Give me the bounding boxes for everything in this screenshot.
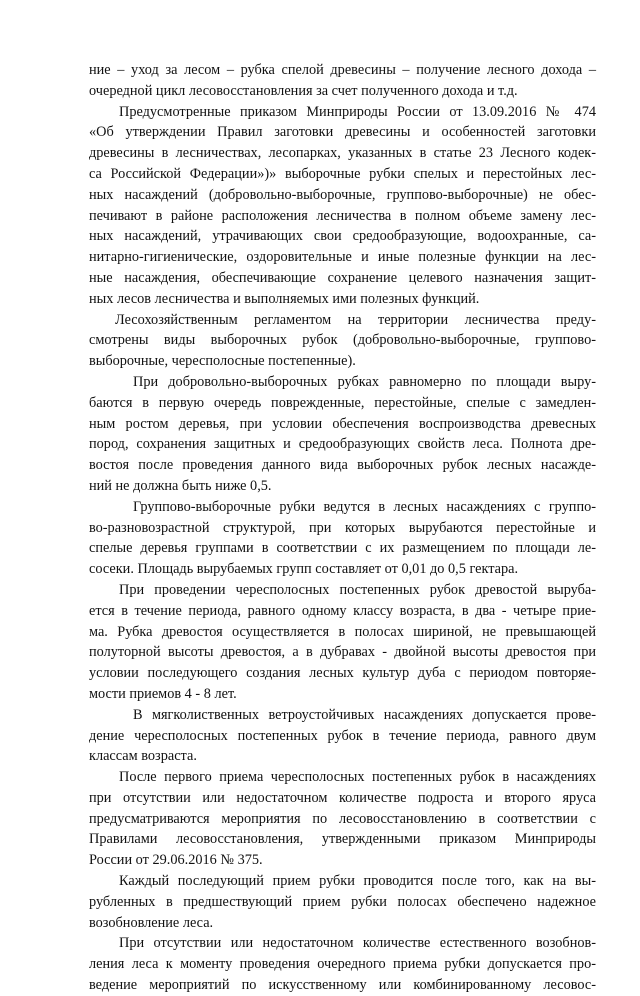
text-line: Группово-выборочные рубки ведутся в лесных насаждениях с группо- [133,498,596,515]
text-line: ных насаждений (добровольно-выборочные, группово-выборочные) не обес- [89,186,596,203]
paragraph [89,767,596,871]
text-line: ным ростом деревья, при условии обеспечения воспроизводства древесных [89,415,596,432]
text-line: са Российской Федерации»)» выборочные рубки спелых и перестойных лес- [89,165,596,182]
text-line: России от 29.06.2016 № 375. [89,852,263,869]
text-line: Предусмотренные приказом Минприроды России от 13.09.2016 № 474 [119,103,596,120]
text-line: пород, сохранения защитных и средообразующих свойств леса. Полнота дре- [89,436,596,453]
paragraph [89,705,596,767]
text-line: «Об утверждении Правил заготовки древесины и особенностей заготовки [89,124,596,141]
text-line: ма. Рубка древостоя осуществляется в полосах шириной, не превышающей [89,623,596,640]
text-line: ний не должна быть ниже 0,5. [89,477,272,494]
text-line: При проведении чересполосных постепенных рубок древостой выруба- [119,581,596,598]
text-line: рубленных в предшествующий прием рубки полосах обеспечено надежное [89,893,596,910]
text-line: ные насаждения, обеспечивающие сохранение целевого назначения защит- [89,269,596,286]
text-line: ведение мероприятий по искусственному или комбинированному лесовос- [89,977,596,994]
text-line: классам возраста. [89,748,197,765]
text-line: нитарно-гигиенические, оздоровительные и иные полезные функции на лес- [89,249,596,266]
text-line: Каждый последующий прием рубки проводится после того, как на вы- [119,873,596,890]
text-line: во-разновозрастной структурой, при которых вырубаются перестойные и [89,519,596,536]
text-line: После первого приема чересполосных постепенных рубок в насаждениях [119,769,596,786]
paragraph [89,933,596,995]
paragraph [89,580,596,705]
text-line: выборочные, чересполосные постепенные). [89,353,356,370]
text-line: смотрены виды выборочных рубок (добровольно-выборочные, группово- [89,332,596,349]
text-line: предусматриваются мероприятия по лесовосстановлению в соответствии с [89,810,596,827]
text-line: ных насаждений, утрачивающих свои средообразующие, водоохранные, са- [89,228,596,245]
text-line: полуторной высоты древостоя, а в дубравах - двойной высоты древостоя при [89,644,596,661]
document-body [89,60,596,996]
text-line: Лесохозяйственным регламентом на территории лесничества преду- [115,311,596,328]
paragraph [89,497,596,580]
text-line: В мягколиственных ветроустойчивых насаждениях допускается прове- [133,706,596,723]
text-line: При отсутствии или недостаточном количестве естественного возобнов- [119,935,596,952]
paragraph [89,102,596,310]
text-line: сосеки. Площадь вырубаемых групп составляет от 0,01 до 0,5 гектара. [89,561,519,578]
text-line: печивают в районе расположения лесничества в полном объеме замену лес- [89,207,596,224]
text-line: ние – уход за лесом – рубка спелой древесины – получение лесного дохода – [89,62,596,78]
text-line: мости приемов 4 - 8 лет. [89,685,237,702]
text-line: Правилами лесовосстановления, утвержденными приказом Минприроды [89,831,596,848]
text-line: при отсутствии или недостаточном количестве подроста и второго яруса [89,789,596,806]
text-line: древесины в лесничествах, лесопарках, указанных в статье 23 Лесного кодек- [89,145,596,162]
text-line: возобновление леса. [89,914,214,931]
text-line: ления леса к моменту проведения очередного приема рубки допускается про- [89,956,596,973]
text-line: спелые деревья группами в соответствии с их размещением по площади ле- [89,540,596,557]
paragraph [89,60,596,102]
paragraph [89,310,596,372]
text-line: ных лесов лесничества и выполняемых ими полезных функций. [89,290,480,307]
text-line: дение чересполосных постепенных рубок в течение периода, равного двум [89,727,596,744]
text-line: баются в первую очередь поврежденные, перестойные, спелые с замедлен- [89,394,596,411]
text-line: очередной цикл лесовосстановления за счет полученного дохода и т.д. [89,82,518,99]
text-line: востоя после проведения данного вида выборочных рубок лесных насажде- [89,457,596,474]
paragraph [89,372,596,497]
paragraph [89,871,596,933]
text-line: условии последующего создания лесных культур дуба с периодом повторяе- [89,665,596,682]
text-line: При добровольно-выборочных рубках равномерно по площади выру- [133,373,596,390]
text-line: ется в течение периода, равного одному классу возраста, в два - четыре прие- [89,602,596,619]
